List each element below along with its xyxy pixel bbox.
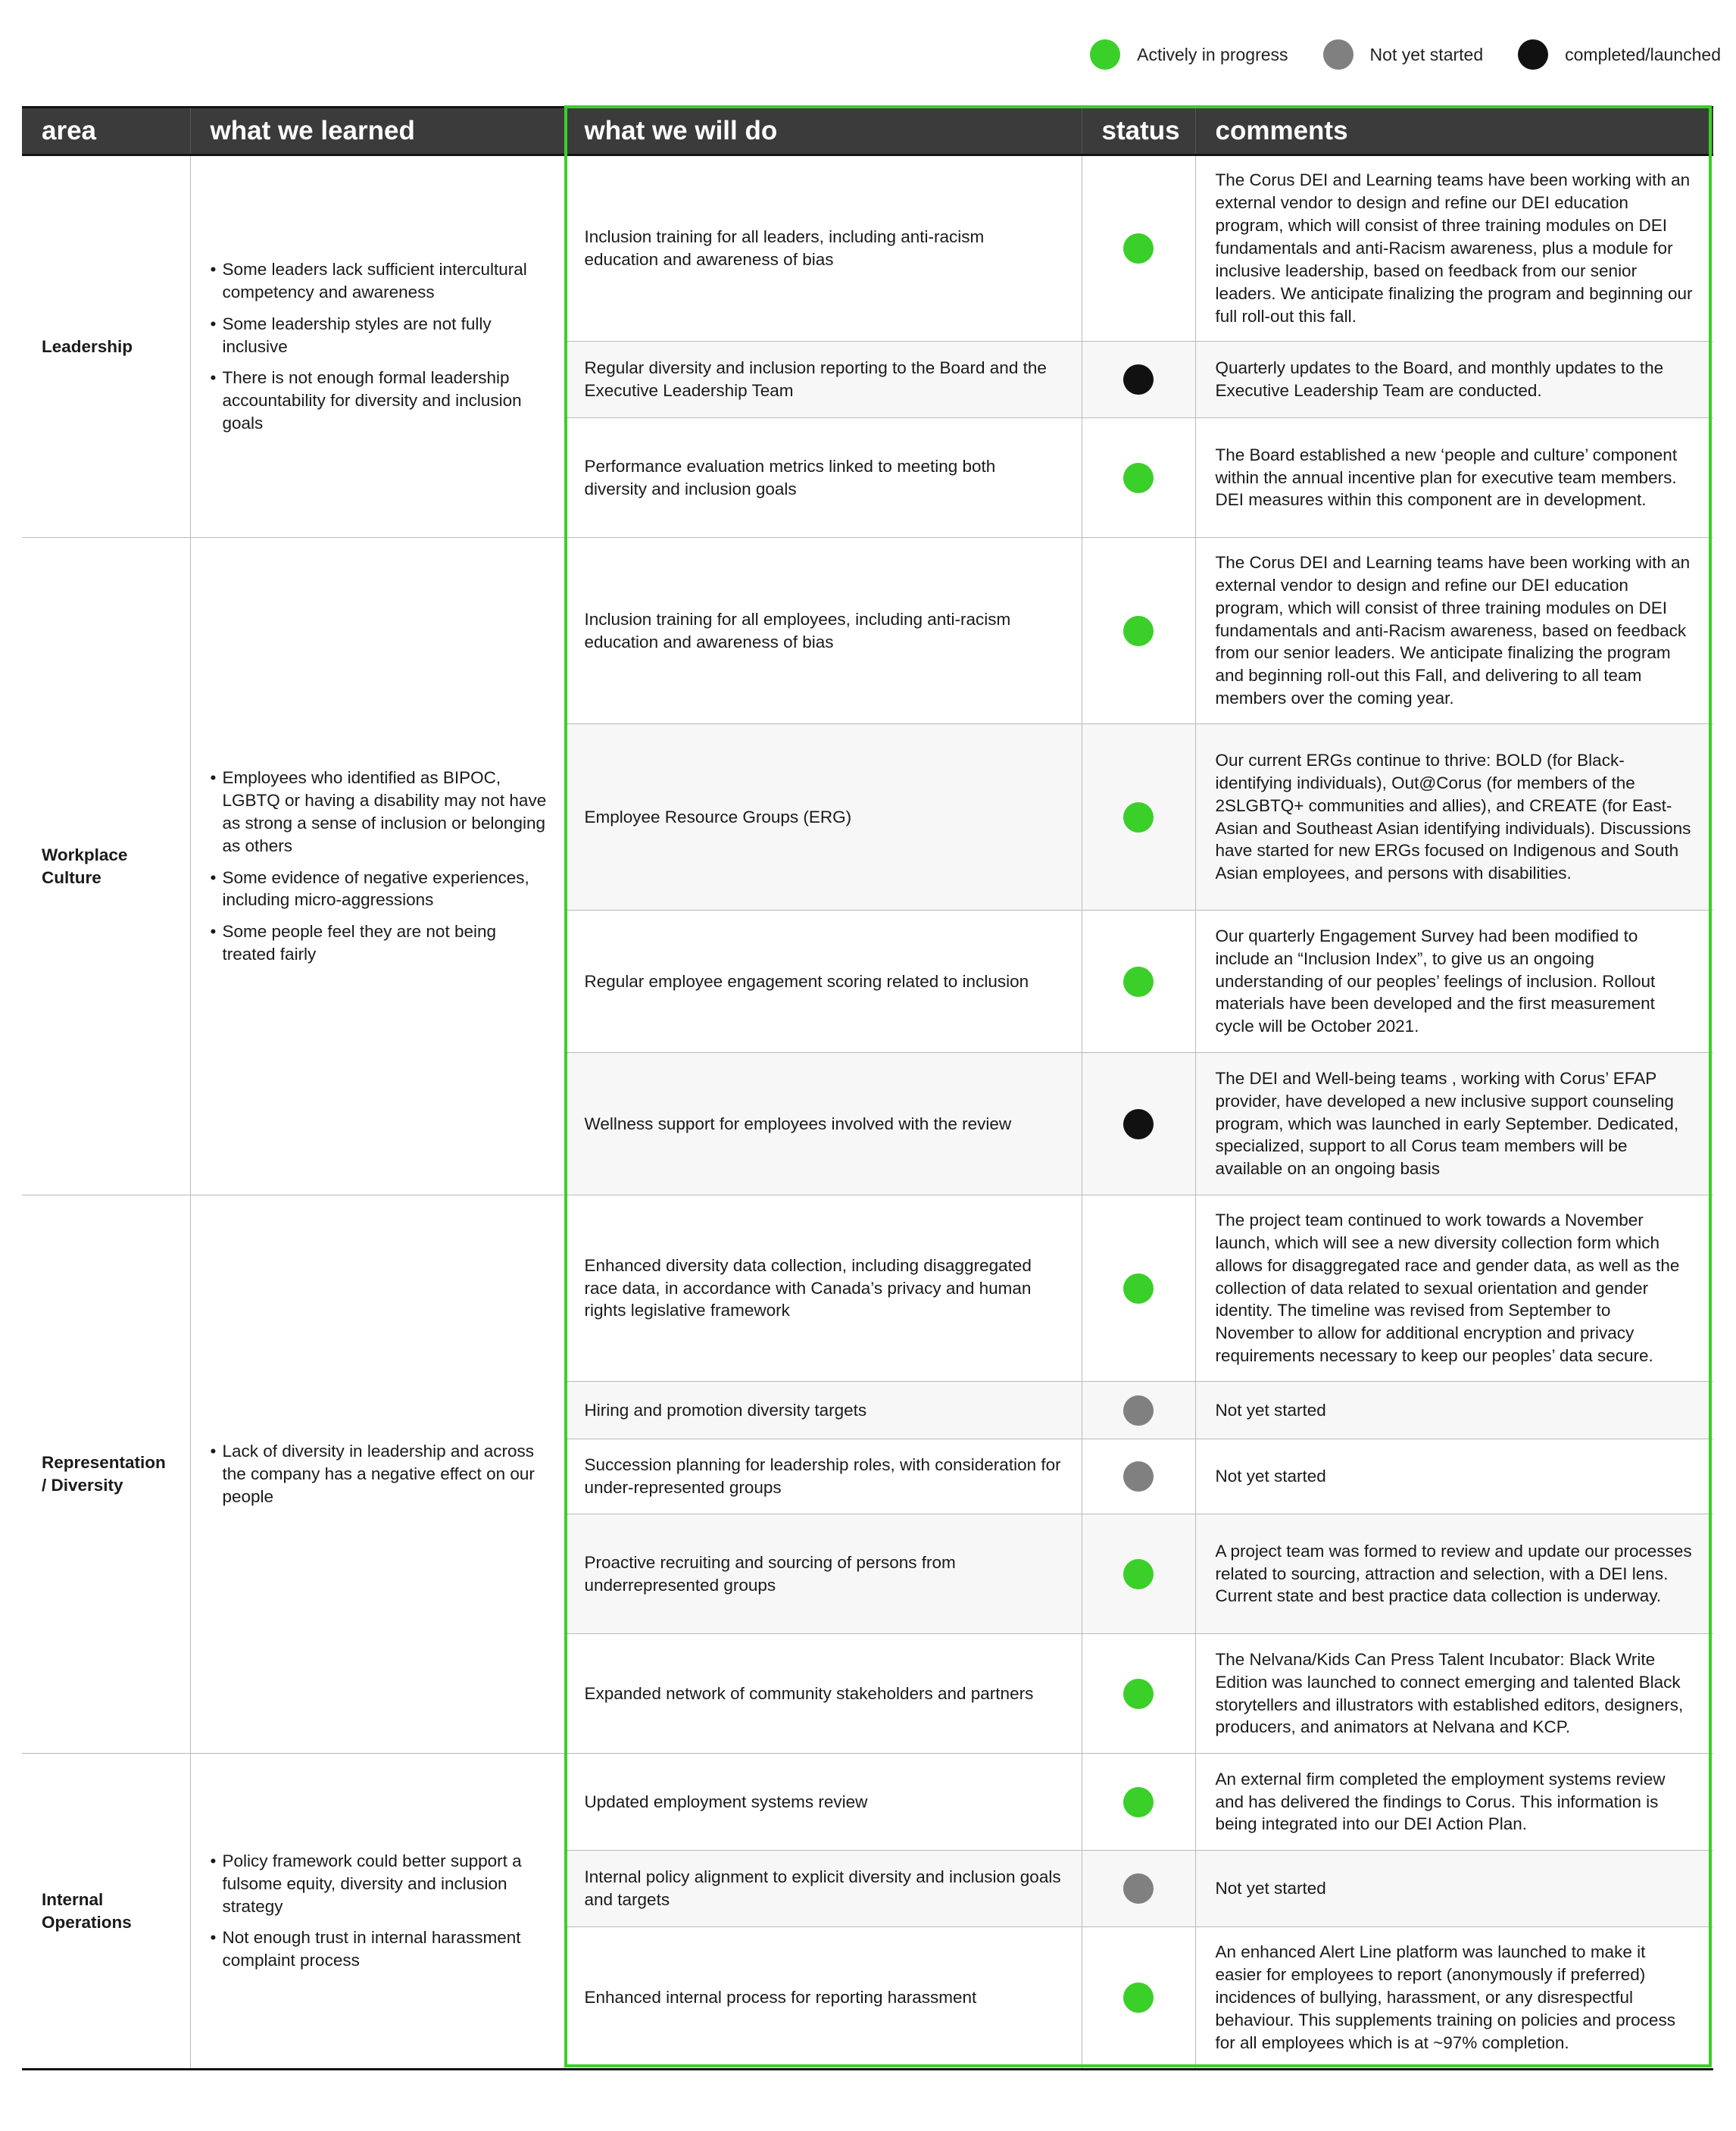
status-dot-icon	[1123, 463, 1154, 493]
learned-list	[211, 1440, 549, 1508]
gray-dot-icon	[1323, 39, 1354, 70]
status-dot-icon	[1123, 616, 1154, 646]
action-cell: Internal policy alignment to explicit diversity and inclusion goals and targets	[564, 1851, 1082, 1927]
area-cell: Internal Operations	[22, 1754, 190, 2070]
list-item: • Lack of diversity in leadership and across the company has a negative effect on our people	[211, 1440, 549, 1508]
status-dot-icon	[1123, 1395, 1154, 1426]
comment-cell: The Board established a new ‘people and culture’ component within the annual incentive plan for executive team members. DEI measures within this component are in development.	[1195, 418, 1713, 538]
comment-cell: An external firm completed the employment systems review and has delivered the findings to Corus. This information is being integrated into our DEI Action Plan.	[1195, 1754, 1713, 1851]
status-cell	[1082, 1195, 1195, 1382]
comment-cell: Not yet started	[1195, 1439, 1713, 1514]
status-dot-icon	[1123, 1873, 1154, 1904]
status-cell	[1082, 1382, 1195, 1439]
table-body	[22, 155, 1713, 2070]
table-header-row	[22, 108, 1713, 155]
action-cell: Proactive recruiting and sourcing of persons from underrepresented groups	[564, 1514, 1082, 1634]
list-item: • There is not enough formal leadership accountability for diversity and inclusion goals	[211, 367, 549, 435]
comment-cell: An enhanced Alert Line platform was launched to make it easier for employees to report (anonymously if preferred) incidences of bullying, harassment, or any disrespectful behaviour. This supplements training on policies and process for all employees which is at ~97% completion.	[1195, 1927, 1713, 2070]
comment-cell: The DEI and Well-being teams , working with Corus’ EFAP provider, have developed a new inclusive support counseling program, which was launched in early September. Dedicated, specialized, support to all Corus team members will be available on an ongoing basis	[1195, 1053, 1713, 1195]
list-item: • Some leadership styles are not fully inclusive	[211, 313, 549, 358]
list-item: • Some evidence of negative experiences, including micro-aggressions	[211, 867, 549, 912]
comment-cell: Not yet started	[1195, 1851, 1713, 1927]
table-row	[22, 1754, 1713, 1851]
legend-label: completed/launched	[1565, 44, 1721, 64]
action-cell: Wellness support for employees involved with the review	[564, 1053, 1082, 1195]
comment-cell: The project team continued to work towards a November launch, which will see a new diversity collection form which allows for disaggregated race and gender data, as well as the collection of data related to sexual orientation and gender identity. The timeline was revised from September to November to allow for additional encryption and privacy requirements necessary to keep our peoples’ data secure.	[1195, 1195, 1713, 1382]
status-cell	[1082, 724, 1195, 911]
action-cell: Inclusion training for all leaders, including anti-racism education and awareness of bias	[564, 155, 1082, 342]
black-dot-icon	[1518, 39, 1548, 70]
learned-list	[211, 767, 549, 966]
status-cell	[1082, 911, 1195, 1053]
header-comments: comments	[1195, 108, 1713, 155]
learned-cell	[190, 1195, 564, 1754]
header-status: status	[1082, 108, 1195, 155]
status-cell	[1082, 538, 1195, 724]
action-cell: Regular diversity and inclusion reporting to the Board and the Executive Leadership Team	[564, 342, 1082, 418]
status-dot-icon	[1123, 1273, 1154, 1304]
table-row	[22, 155, 1713, 342]
action-cell: Enhanced internal process for reporting harassment	[564, 1927, 1082, 2070]
legend-item-active	[1090, 39, 1288, 70]
status-dot-icon	[1123, 1461, 1154, 1492]
status-legend	[1055, 39, 1721, 70]
status-dot-icon	[1123, 233, 1154, 264]
table-row	[22, 538, 1713, 724]
area-cell: Leadership	[22, 155, 190, 538]
legend-label: Actively in progress	[1137, 44, 1288, 64]
list-item: • Employees who identified as BIPOC, LGBTQ or having a disability may not have as strong a sense of inclusion or belonging as others	[211, 767, 549, 858]
comment-cell: Not yet started	[1195, 1382, 1713, 1439]
action-cell: Updated employment systems review	[564, 1754, 1082, 1851]
status-cell	[1082, 1514, 1195, 1634]
area-cell: Representation / Diversity	[22, 1195, 190, 1754]
action-cell: Inclusion training for all employees, including anti-racism education and awareness of bias	[564, 538, 1082, 724]
comment-cell: Our current ERGs continue to thrive: BOLD (for Black-identifying individuals), Out@Corus (for members of the 2SLGBTQ+ communities and allies), and CREATE (for East-Asian and Southeast Asian identifying individuals). Discussions have started for new ERGs focused on Indigenous and South Asian employees, and persons with disabilities.	[1195, 724, 1713, 911]
green-dot-icon	[1090, 39, 1120, 70]
list-item: • Policy framework could better support a fulsome equity, diversity and inclusion strategy	[211, 1850, 549, 1918]
list-item: • Some leaders lack sufficient intercultural competency and awareness	[211, 258, 549, 304]
header-area: area	[22, 108, 190, 155]
status-cell	[1082, 1851, 1195, 1927]
list-item: • Not enough trust in internal harassment complaint process	[211, 1926, 549, 1972]
action-cell: Performance evaluation metrics linked to meeting both diversity and inclusion goals	[564, 418, 1082, 538]
list-item: • Some people feel they are not being treated fairly	[211, 920, 549, 966]
status-cell	[1082, 1634, 1195, 1754]
area-cell: Workplace Culture	[22, 538, 190, 1195]
status-dot-icon	[1123, 802, 1154, 833]
comment-cell: Our quarterly Engagement Survey had been modified to include an “Inclusion Index”, to give us an ongoing understanding of our peoples’ feelings of inclusion. Rollout materials have been developed and the first measurement cycle will be October 2021.	[1195, 911, 1713, 1053]
comment-cell: The Corus DEI and Learning teams have been working with an external vendor to design and refine our DEI education program, which will consist of three training modules on DEI fundamentals and anti-Racism awareness, plus a module for inclusive leadership, based on feedback from our senior leaders. We anticipate finalizing the program and beginning our full roll-out this fall.	[1195, 155, 1713, 342]
status-dot-icon	[1123, 1109, 1154, 1139]
comment-cell: The Nelvana/Kids Can Press Talent Incubator: Black Write Edition was launched to connect emerging and talented Black storytellers and illustrators with established editors, designers, producers, and animators at Nelvana and KCP.	[1195, 1634, 1713, 1754]
status-dot-icon	[1123, 1559, 1154, 1589]
status-cell	[1082, 1754, 1195, 1851]
action-cell: Succession planning for leadership roles, with consideration for under-represented groups	[564, 1439, 1082, 1514]
action-cell: Expanded network of community stakeholders and partners	[564, 1634, 1082, 1754]
status-cell	[1082, 155, 1195, 342]
header-learned: what we learned	[190, 108, 564, 155]
status-cell	[1082, 1927, 1195, 2070]
learned-list	[211, 258, 549, 435]
legend-label: Not yet started	[1369, 44, 1484, 64]
status-cell	[1082, 1439, 1195, 1514]
table-row	[22, 1195, 1713, 1382]
status-dot-icon	[1123, 1983, 1154, 2013]
action-cell: Hiring and promotion diversity targets	[564, 1382, 1082, 1439]
status-dot-icon	[1123, 1787, 1154, 1817]
action-cell: Enhanced diversity data collection, including disaggregated race data, in accordance with Canada’s privacy and human rights legislative framework	[564, 1195, 1082, 1382]
status-dot-icon	[1123, 364, 1154, 395]
action-cell: Employee Resource Groups (ERG)	[564, 724, 1082, 911]
action-cell: Regular employee engagement scoring related to inclusion	[564, 911, 1082, 1053]
legend-item-not-started	[1323, 39, 1484, 70]
header-todo: what we will do	[564, 108, 1082, 155]
comment-cell: A project team was formed to review and update our processes related to sourcing, attraction and selection, with a DEI lens. Current state and best practice data collection is underway.	[1195, 1514, 1713, 1634]
status-dot-icon	[1123, 1679, 1154, 1709]
comment-cell: Quarterly updates to the Board, and monthly updates to the Executive Leadership Team are conducted.	[1195, 342, 1713, 418]
status-cell	[1082, 1053, 1195, 1195]
action-plan-table	[22, 106, 1713, 2070]
learned-cell	[190, 155, 564, 538]
learned-cell	[190, 1754, 564, 2070]
learned-cell	[190, 538, 564, 1195]
status-cell	[1082, 342, 1195, 418]
status-dot-icon	[1123, 967, 1154, 997]
comment-cell: The Corus DEI and Learning teams have been working with an external vendor to design and refine our DEI education program, which will consist of three training modules on DEI fundamentals and anti-Racism awareness, based on feedback from our senior leaders. We anticipate finalizing the program and beginning roll-out this Fall, and delivering to all team members over the coming year.	[1195, 538, 1713, 724]
legend-item-completed	[1518, 39, 1721, 70]
learned-list	[211, 1850, 549, 1973]
status-cell	[1082, 418, 1195, 538]
